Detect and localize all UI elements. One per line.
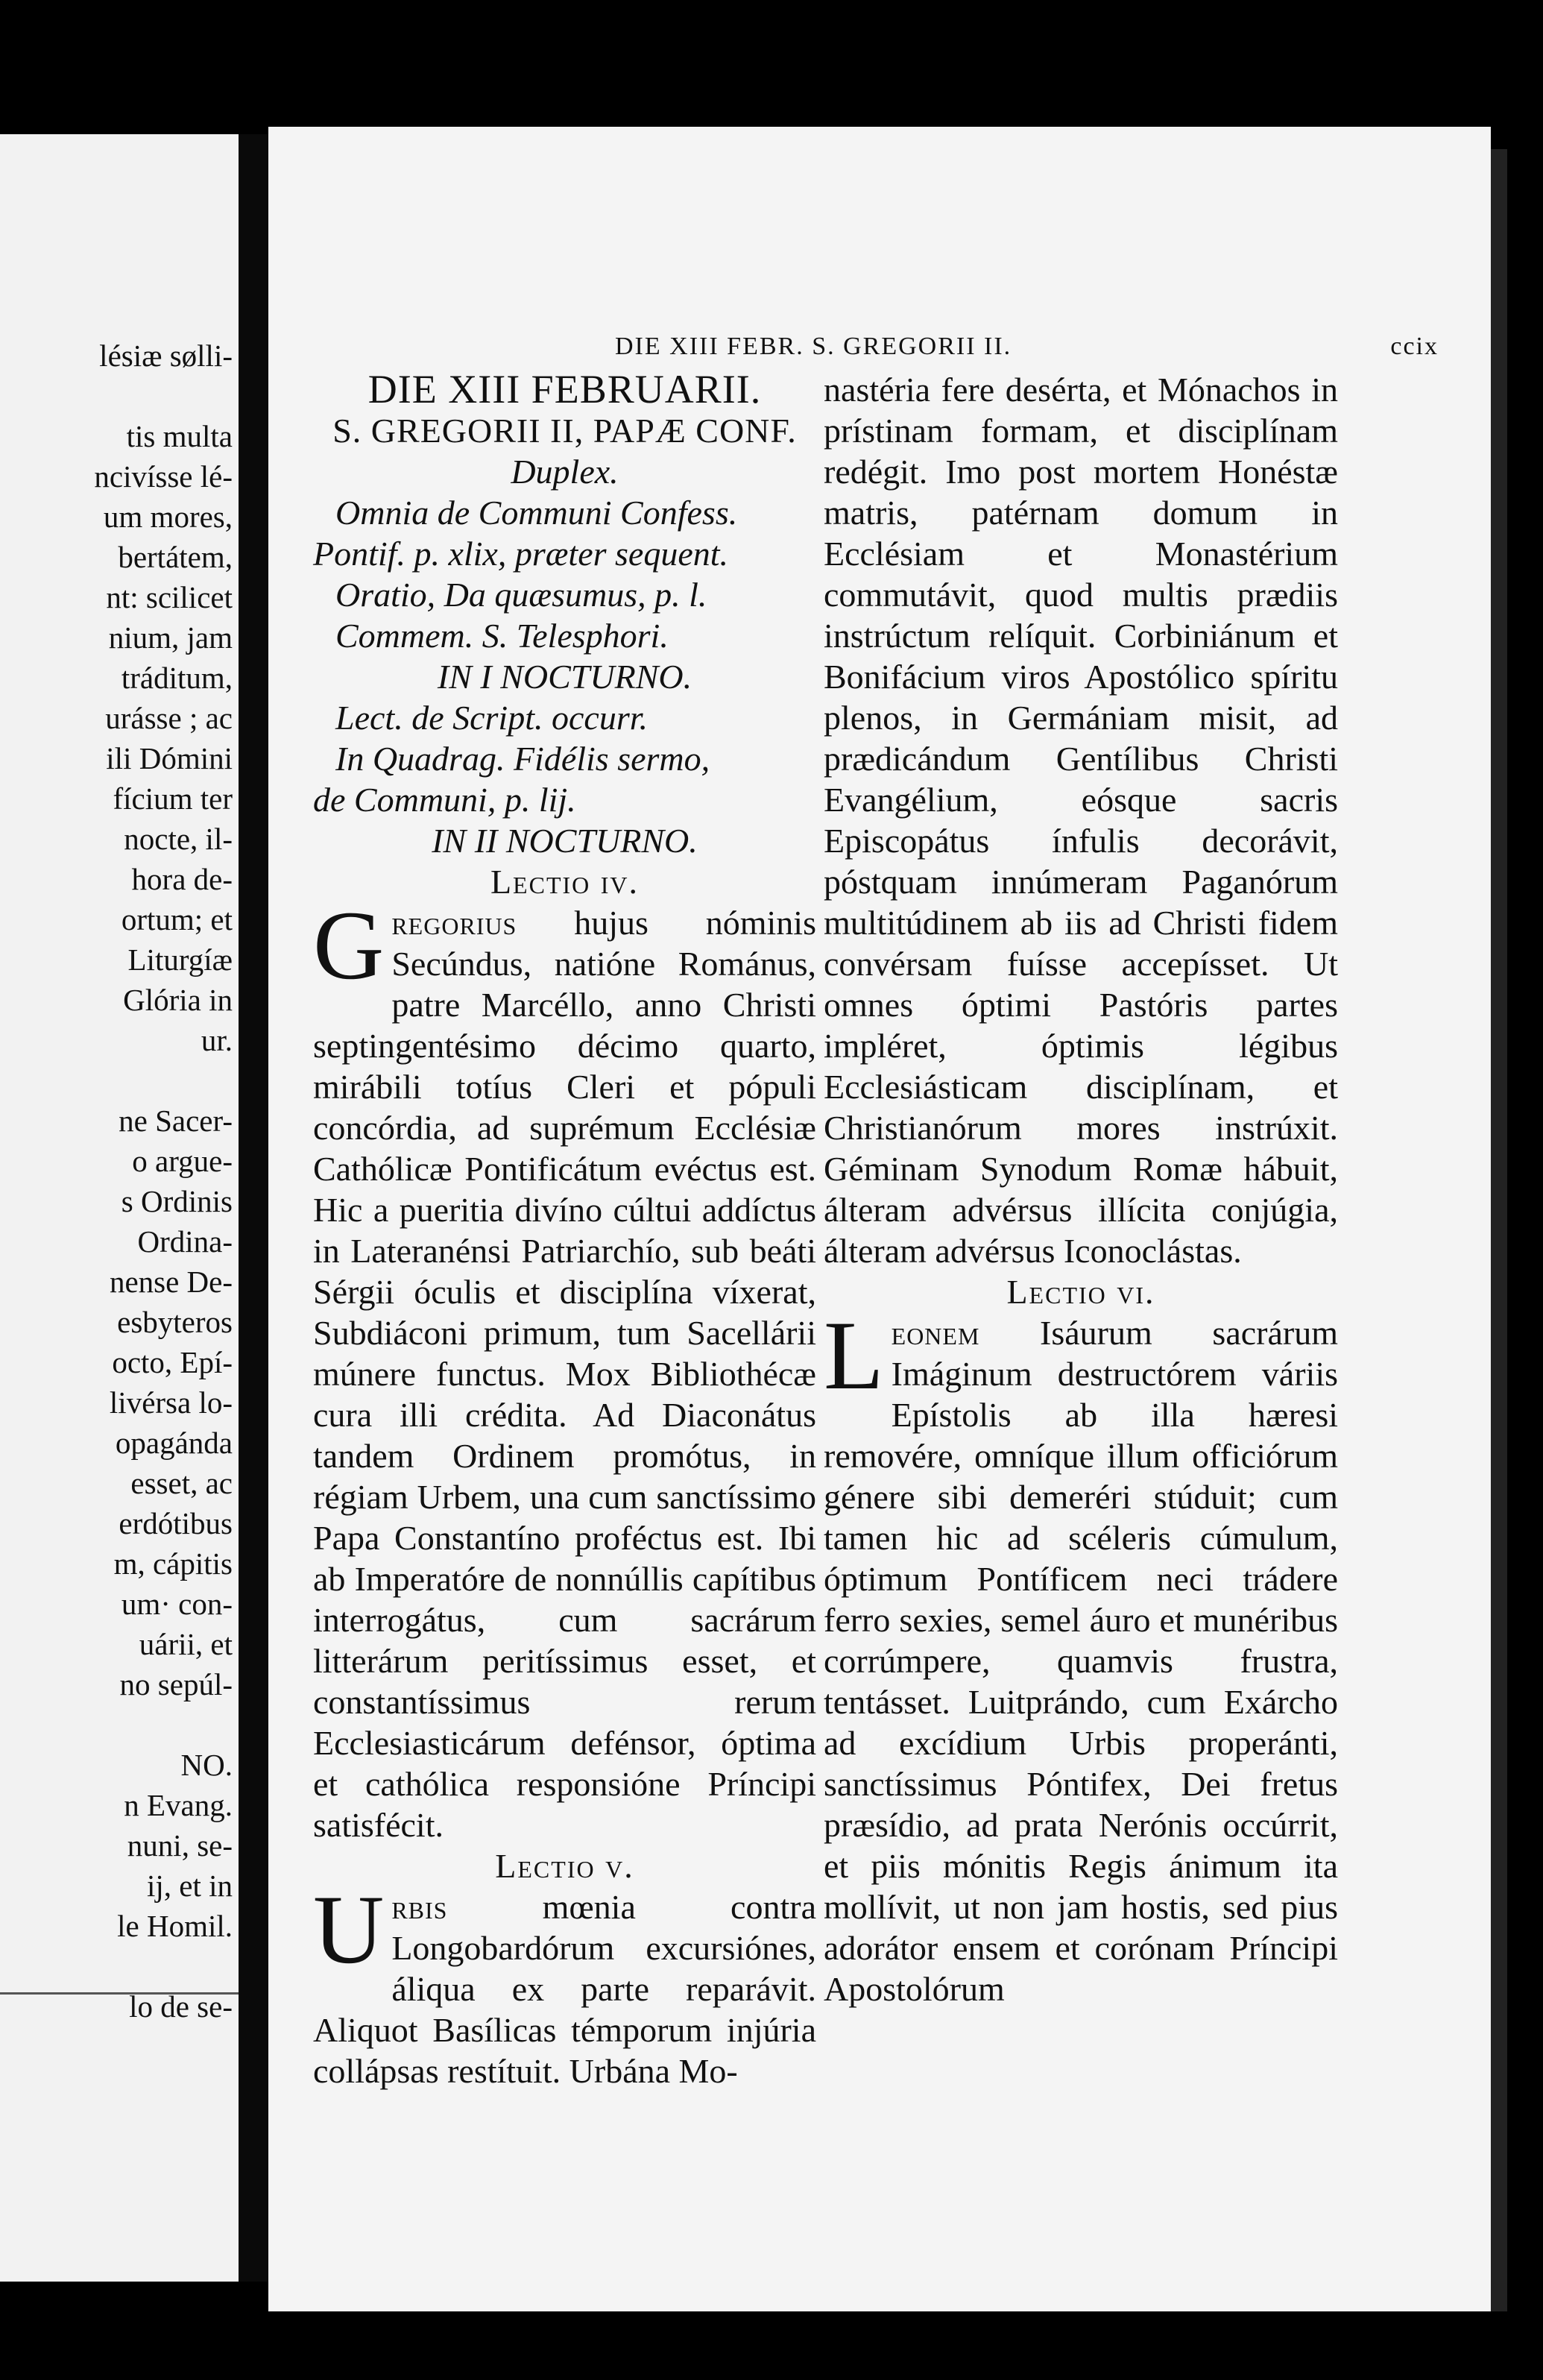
lead-word: regorius — [391, 904, 517, 942]
facing-page-fragment — [0, 134, 239, 2282]
facing-page-line: Glória in — [123, 983, 233, 1017]
nocturn-heading: IN I NOCTURNO. — [437, 658, 692, 696]
drop-cap: L — [824, 1300, 884, 1410]
lectio-heading: Lectio v. — [495, 1847, 634, 1885]
page-number: ccix — [1390, 333, 1439, 360]
lectio-iv-text — [313, 890, 816, 1845]
lead-word: rbis — [391, 1888, 448, 1926]
right-column — [824, 369, 1338, 2009]
facing-page-line: no sepúl- — [119, 1667, 233, 1701]
facing-page-line: erdótibus — [119, 1506, 233, 1540]
facing-page-line: ili Dómini — [106, 741, 233, 775]
facing-page-line: Liturgíæ — [127, 942, 233, 977]
lectio-heading: Lectio vi. — [1006, 1273, 1155, 1311]
lectio-vi-text — [824, 1300, 1338, 2009]
facing-page-line: tis multa — [126, 419, 233, 453]
facing-page-line: ncivísse lé- — [94, 459, 233, 494]
book-page — [268, 127, 1491, 2311]
facing-page-line: NO. — [180, 1748, 233, 1782]
facing-page-line: ne Sacer- — [119, 1104, 233, 1138]
nocturn-heading: IN II NOCTURNO. — [432, 822, 698, 860]
facing-page-line: um mores, — [103, 500, 233, 534]
facing-page-line: livérsa lo- — [109, 1385, 233, 1420]
lesson-rubric-line: Lect. de Script. occurr. — [335, 699, 649, 737]
rubric-block — [313, 492, 816, 656]
facing-page-line: urásse ; ac — [105, 701, 233, 735]
facing-page-line: esset, ac — [130, 1466, 233, 1500]
facing-page-line: um· con- — [121, 1587, 233, 1621]
facing-page-line: nt: scilicet — [106, 580, 233, 614]
rubric-line: Oratio, Da quæsumus, p. l. — [335, 576, 707, 614]
running-title: DIE XIII FEBR. S. GREGORII II. — [615, 333, 1012, 360]
lectio-v-continuation: nastéria fere desérta, et Mónachos in prístinam formam, et disciplínam redégit. Imo post mortem Honéstæ matris, patérnam domum in Ecclésiam et Monastérium commutávit, quod multis prædiis instrúctum relíquit. Corbiniánum et Bonifácium viros Apostólico spíritu plenos, in Germániam misit, ad prædicándum Gentílibus Christi Evangélium, eósque sacris Episcopátus ínfulis decorávit, póstquam innúmeram Paganórum multitúdinem ab iis ad Christi fidem convérsam fuísse accepísset. Ut omnes óptimi Pastóris partes impléret, óptimis légibus Ecclesiásticam disciplínam, et Christianórum mores instrúxit. Géminam Synodum Romæ hábuit, álteram advérsus illícita conjúgia, álteram advérsus Iconoclástas. — [824, 371, 1338, 1270]
facing-page-line: bertátem, — [118, 540, 233, 574]
facing-page-line: s Ordinis — [121, 1184, 233, 1218]
facing-page-line: nocte, il- — [124, 822, 233, 856]
feast-rank: Duplex. — [511, 453, 619, 491]
facing-page-line: m, cápitis — [113, 1546, 233, 1581]
facing-page-line: ij, et in — [146, 1869, 233, 1903]
lesson-rubric-line: In Quadrag. Fidélis sermo, — [335, 740, 710, 778]
facing-page-line: nense De- — [109, 1265, 233, 1299]
facing-page-line: uárii, et — [139, 1627, 233, 1661]
rubric-line: Pontif. p. xlix, præter sequent. — [313, 535, 729, 573]
lectio-body: hujus nóminis Secúndus, natióne Románus, patre Marcéllo, anno Christi septingentésimo décimo quarto, mirábili totíus Cleri et pópuli concórdia, ad suprémum Ecclésiæ Cathólicæ Pontificátum evéctus est. Hic a pueritia divíno cúltui addíctus in Lateranénsi Patriarchío, sub beáti Sérgii óculis et disciplína víxerat, Subdiáconi primum, tum Sacellárii múnere functus. Mox Bibliothécæ cura illi crédita. Ad Diaconátus tandem Ordinem promótus, in régiam Urbem, una cum sanctíssimo Papa Constantíno proféctus est. Ibi ab Imperatóre de nonnúllis capítibus interrogátus, cum sacrárum litterárum peritíssimus esset, et constantíssimus rerum Ecclesiasticárum defénsor, óptima et cathólica responsióne Príncipi satisfécit. — [313, 904, 816, 1844]
drop-cap: G — [313, 890, 385, 1000]
drop-cap: U — [313, 1874, 385, 1984]
lead-word: eonem — [891, 1314, 980, 1352]
page-edge — [1491, 149, 1507, 2311]
facing-page-line: esbyteros — [117, 1305, 233, 1339]
facing-page-line: ur. — [201, 1023, 233, 1057]
facing-page-line: nuni, se- — [127, 1828, 233, 1863]
lectio-heading: Lectio iv. — [490, 863, 640, 901]
rubric-line: Omnia de Communi Confess. — [335, 494, 738, 532]
facing-page-line: nium, jam — [108, 620, 233, 655]
rubric-line: Commem. S. Telesphori. — [335, 617, 669, 655]
facing-page-line: Ordina- — [137, 1224, 233, 1259]
facing-page-line: le Homil. — [117, 1909, 233, 1943]
facing-page-line: lésiæ sølli- — [99, 339, 233, 373]
facing-page-line: octo, Epí- — [112, 1345, 233, 1379]
running-header — [268, 328, 1491, 373]
facing-page-line: o argue- — [132, 1144, 233, 1178]
left-column — [313, 369, 816, 2091]
book-gutter — [239, 134, 268, 2282]
facing-page-line: ortum; et — [121, 902, 233, 936]
facing-page-line: n Evang. — [124, 1788, 233, 1822]
facing-page-line: opagánda — [115, 1426, 233, 1460]
lesson-rubric-line: de Communi, p. lij. — [313, 781, 576, 819]
facing-page-line: lo de se- — [129, 1989, 233, 2024]
facing-page-line: tráditum, — [121, 661, 233, 695]
lectio-v-text — [313, 1874, 816, 2091]
lectio-body: mœnia contra Longobardórum excursiónes, áliqua ex parte reparávit. Aliquot Basílicas témporum injúria collápsas restítuit. Urbána Mo- — [313, 1888, 816, 2090]
saint-heading: S. GREGORII II, PAPÆ CONF. — [332, 412, 797, 450]
facing-page-line: hora de- — [131, 862, 233, 896]
feast-date-heading: DIE XIII FEBRUARII. — [367, 367, 762, 412]
facing-page-line: fícium ter — [113, 781, 233, 816]
lectio-body: Isáurum sacrárum Imáginum destructórem váriis Epístolis ab illa hæresi removére, omníque illum officiórum génere sibi demeréri stúduit; cum tamen hic ad scéleris cúmulum, óptimum Pontíficem neci trádere ferro sexies, semel áuro et munéribus corrúmpere, quamvis frustra, tentásset. Luitprándo, cum Exárcho ad excídium Urbis properánti, sanctíssimus Póntifex, Dei fretus præsídio, ad prata Nerónis occúrrit, et piis mónitis Regis ánimum ita mollívit, ut non jam hostis, sed pius adorátor ensem et corónam Príncipi Apostolórum — [824, 1314, 1338, 2008]
